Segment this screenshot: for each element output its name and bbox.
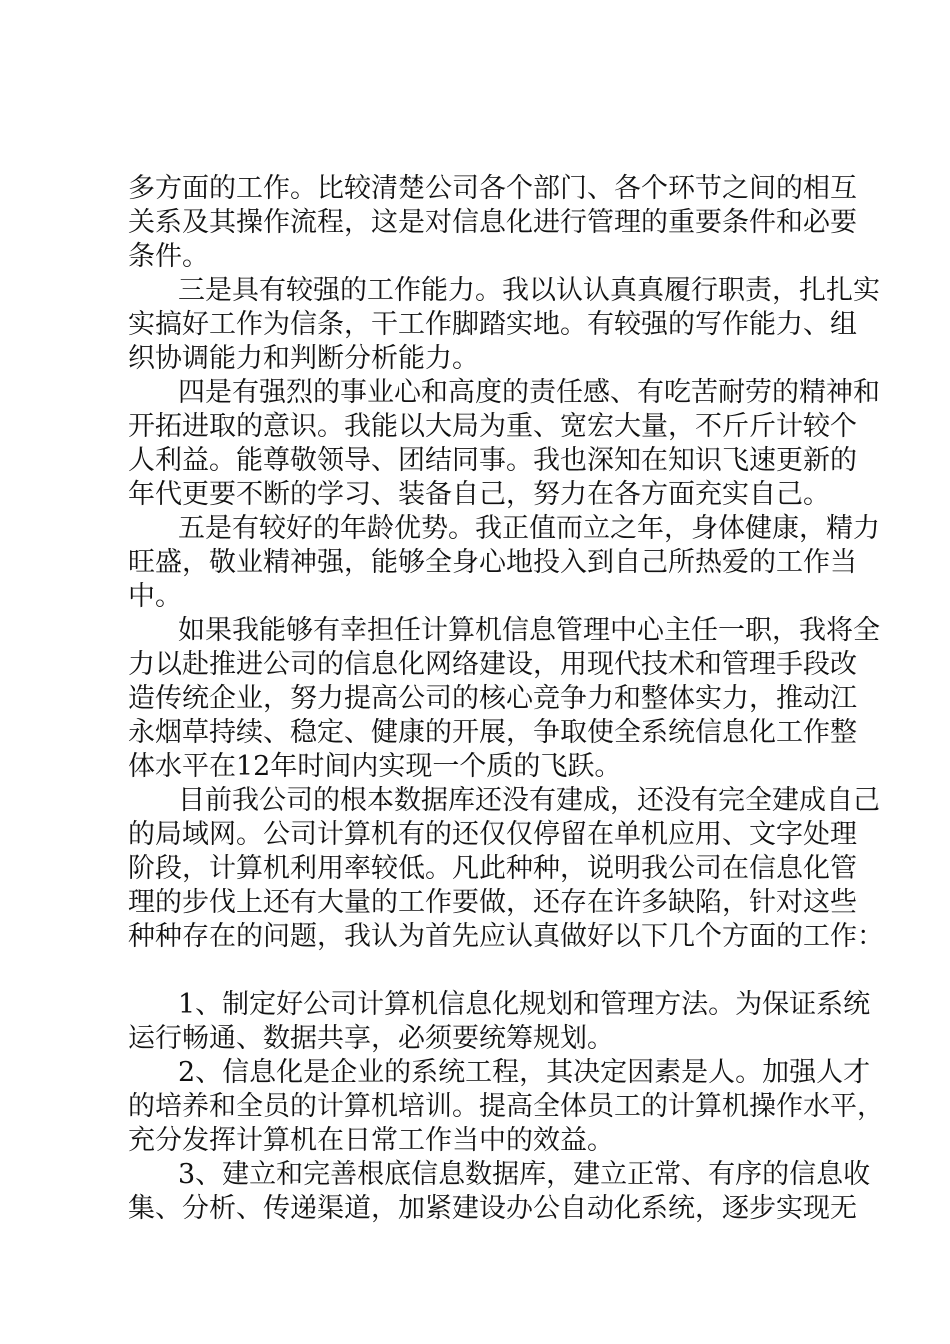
text-line: 年代更要不断的学习、装备自己，努力在各方面充实自己。	[128, 479, 830, 510]
text-line: 三是具有较强的工作能力。我以认认真真履行职责，扎扎实	[178, 275, 880, 306]
text-line: 条件。	[128, 241, 209, 272]
text-line: 目前我公司的根本数据库还没有建成，还没有完全建成自己	[178, 785, 880, 816]
text-line: 造传统企业，努力提高公司的核心竞争力和整体实力，推动江	[128, 683, 857, 714]
text-line: 开拓进取的意识。我能以大局为重、宽宏大量，不斤斤计较个	[128, 411, 857, 442]
text-line: 力以赴推进公司的信息化网络建设，用现代技术和管理手段改	[128, 649, 857, 680]
text-line: 多方面的工作。比较清楚公司各个部门、各个环节之间的相互	[128, 173, 857, 204]
text-line: 理的步伐上还有大量的工作要做，还存在许多缺陷，针对这些	[128, 887, 857, 918]
text-line: 1、制定好公司计算机信息化规划和管理方法。为保证系统	[178, 989, 871, 1020]
text-line: 五是有较好的年龄优势。我正值而立之年，身体健康，精力	[178, 513, 880, 544]
text-line: 实搞好工作为信条，干工作脚踏实地。有较强的写作能力、组	[128, 309, 857, 340]
text-line: 关系及其操作流程，这是对信息化进行管理的重要条件和必要	[128, 207, 857, 238]
text-line: 永烟草持续、稳定、健康的开展，争取使全系统信息化工作整	[128, 717, 857, 748]
text-line: 2、信息化是企业的系统工程，其决定因素是人。加强人才	[178, 1057, 871, 1088]
text-line: 织协调能力和判断分析能力。	[128, 343, 479, 374]
text-line: 人利益。能尊敬领导、团结同事。我也深知在知识飞速更新的	[128, 445, 857, 476]
text-line: 旺盛，敬业精神强，能够全身心地投入到自己所热爱的工作当	[128, 547, 857, 578]
text-line: 中。	[128, 581, 182, 612]
text-line: 阶段，计算机利用率较低。凡此种种，说明我公司在信息化管	[128, 853, 857, 884]
text-line: 集、分析、传递渠道，加紧建设办公自动化系统，逐步实现无	[128, 1193, 857, 1224]
text-line: 的培养和全员的计算机培训。提高全体员工的计算机操作水平，	[128, 1091, 884, 1122]
text-line: 体水平在12年时间内实现一个质的飞跃。	[128, 751, 622, 782]
text-line: 如果我能够有幸担任计算机信息管理中心主任一职，我将全	[178, 615, 880, 646]
text-line: 的局域网。公司计算机有的还仅仅停留在单机应用、文字处理	[128, 819, 857, 850]
text-line: 充分发挥计算机在日常工作当中的效益。	[128, 1125, 614, 1156]
text-line: 3、建立和完善根底信息数据库，建立正常、有序的信息收	[178, 1159, 871, 1190]
text-line: 四是有强烈的事业心和高度的责任感、有吃苦耐劳的精神和	[178, 377, 880, 408]
text-line: 运行畅通、数据共享，必须要统筹规划。	[128, 1023, 614, 1054]
text-line: 种种存在的问题，我认为首先应认真做好以下几个方面的工作：	[128, 921, 884, 952]
